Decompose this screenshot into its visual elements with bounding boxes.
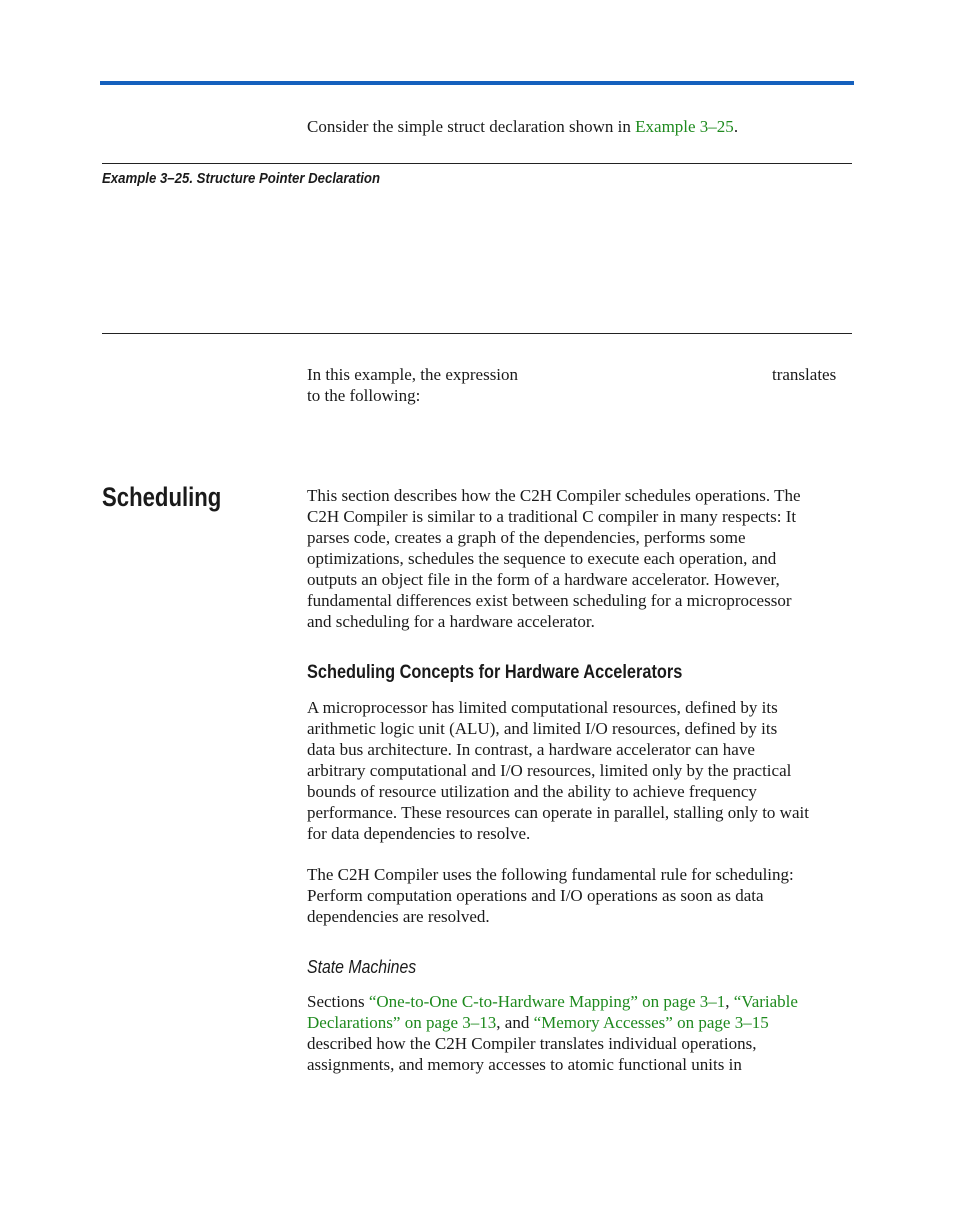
and-separator: , and <box>496 1013 534 1032</box>
paragraph-line: outputs an object file in the form of a hardware accelerator. However, <box>307 570 780 589</box>
state-machines-paragraph <box>307 991 852 1075</box>
header-accent-bar <box>100 81 854 85</box>
link-one-to-one-mapping[interactable]: “One-to-One C-to-Hardware Mapping” on page 3–1 <box>368 992 726 1011</box>
paragraph-line: described how the C2H Compiler translates individual operations, <box>307 1034 757 1053</box>
concepts-paragraph-1 <box>307 697 852 844</box>
expression-text-part1: In this example, the expression <box>307 365 519 384</box>
paragraph-line: parses code, creates a graph of the dependencies, performs some <box>307 528 746 547</box>
intro-paragraph <box>307 116 852 137</box>
subsection-heading-concepts: Scheduling Concepts for Hardware Accelerators <box>307 662 683 683</box>
paragraph-line: C2H Compiler is similar to a traditional C compiler in many respects: It <box>307 507 797 526</box>
paragraph-line: performance. These resources can operate in parallel, stalling only to wait <box>307 803 809 822</box>
expression-text-line2: to the following: <box>307 386 421 405</box>
scheduling-paragraph <box>307 485 852 632</box>
intro-text: Consider the simple struct declaration shown in <box>307 117 636 136</box>
example-caption: Example 3–25. Structure Pointer Declaration <box>102 170 381 187</box>
section-heading-scheduling: Scheduling <box>102 482 222 512</box>
paragraph-line <box>307 1012 852 1033</box>
paragraph-line: This section describes how the C2H Compiler schedules operations. The <box>307 486 801 505</box>
sections-word: Sections <box>307 992 369 1011</box>
link-memory-accesses[interactable]: “Memory Accesses” on page 3–15 <box>533 1013 769 1032</box>
example-3-25-link[interactable]: Example 3–25 <box>635 117 734 136</box>
comma-separator: , <box>725 992 734 1011</box>
paragraph-line <box>307 991 852 1012</box>
intro-suffix: . <box>733 117 739 136</box>
concepts-paragraph-2 <box>307 864 852 927</box>
link-variable-declarations-part1[interactable]: “Variable <box>733 992 798 1011</box>
example-bottom-rule <box>102 333 852 334</box>
expression-text-part2: translates <box>772 365 837 384</box>
paragraph-line: data bus architecture. In contrast, a hardware accelerator can have <box>307 740 755 759</box>
paragraph-line: and scheduling for a hardware accelerator. <box>307 612 595 631</box>
paragraph-line: bounds of resource utilization and the ability to achieve frequency <box>307 782 757 801</box>
subsubsection-heading-state-machines: State Machines <box>307 957 417 977</box>
paragraph-line: arbitrary computational and I/O resources, limited only by the practical <box>307 761 792 780</box>
paragraph-line: dependencies are resolved. <box>307 907 490 926</box>
paragraph-line: optimizations, schedules the sequence to execute each operation, and <box>307 549 777 568</box>
paragraph-line: fundamental differences exist between scheduling for a microprocessor <box>307 591 792 610</box>
paragraph-line: Perform computation operations and I/O operations as soon as data <box>307 886 764 905</box>
example-top-rule <box>102 163 852 164</box>
link-variable-declarations-part2[interactable]: Declarations” on page 3–13 <box>307 1013 497 1032</box>
paragraph-line: The C2H Compiler uses the following fundamental rule for scheduling: <box>307 865 794 884</box>
paragraph-line: A microprocessor has limited computational resources, defined by its <box>307 698 778 717</box>
paragraph-line: for data dependencies to resolve. <box>307 824 531 843</box>
paragraph-line: assignments, and memory accesses to atomic functional units in <box>307 1055 742 1074</box>
paragraph-line: arithmetic logic unit (ALU), and limited I/O resources, defined by its <box>307 719 778 738</box>
